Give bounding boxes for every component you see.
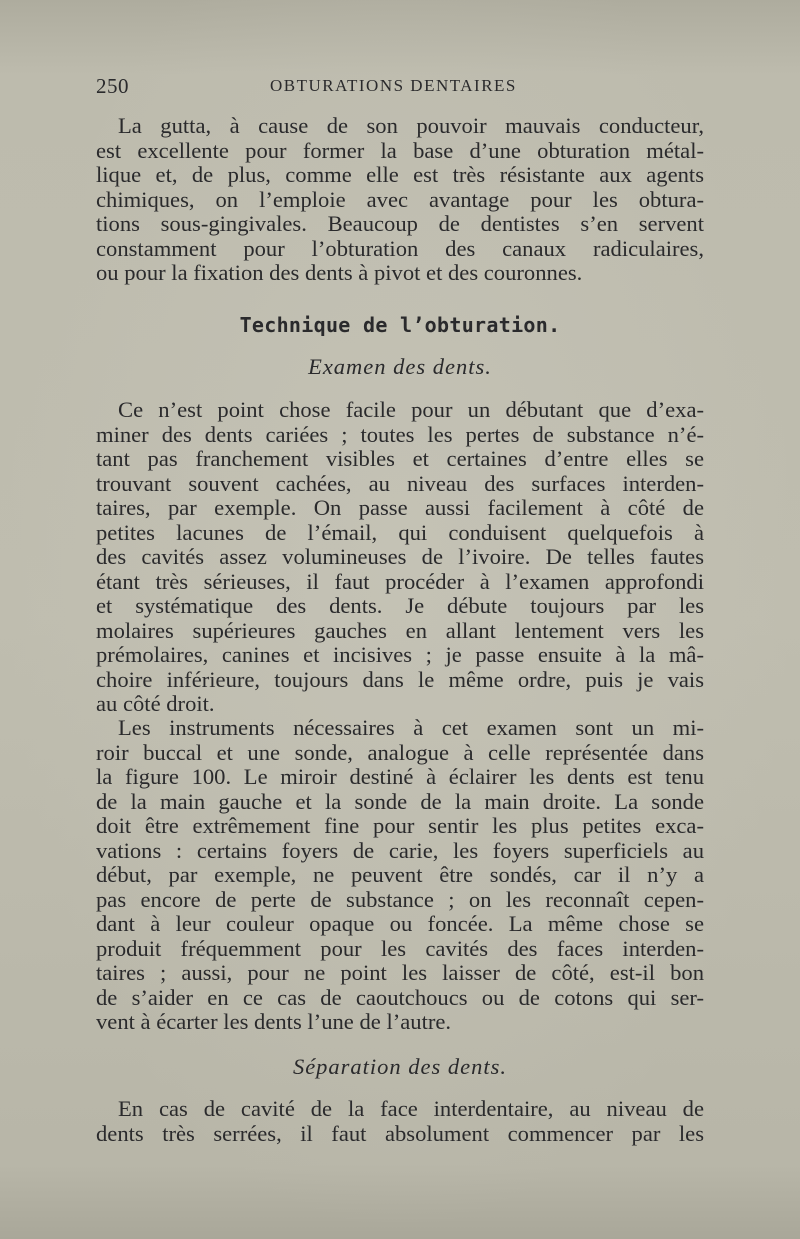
- text-line: prémolaires, canines et incisives ; je passe ensuite à la mâ-: [96, 642, 704, 667]
- text-line: miner des dents cariées ; toutes les pertes de substance n’é-: [96, 421, 704, 447]
- text-line: constamment pour l’obturation des canaux radiculaires,: [96, 235, 704, 261]
- text-line: étant très sérieuses, il faut procéder à l’examen approfondi: [96, 568, 704, 594]
- text-line: ou pour la fixation des dents à pivot et des couronnes.: [96, 260, 583, 285]
- text-line: vent à écarter les dents l’une de l’autre.: [96, 1009, 452, 1034]
- paragraph-3: [96, 716, 704, 1035]
- text-line: produit fréquemment pour les cavités des faces interden-: [96, 935, 704, 961]
- text-line: est excellente pour former la base d’une obturation métal-: [96, 137, 704, 163]
- text-line: tant pas franchement visibles et certaines d’entre elles se: [96, 446, 704, 471]
- text-line: Ce n’est point chose facile pour un débutant que d’exa-: [118, 397, 704, 422]
- text-line: trouvant souvent cachées, au niveau des surfaces interden-: [96, 470, 704, 496]
- section-title: Technique de l’obturation.: [239, 313, 561, 337]
- text-line: et systématique des dents. Je débute toujours par les: [96, 593, 704, 618]
- paragraph-4: [96, 1097, 704, 1146]
- text-line: pas encore de perte de substance ; on les reconnaît cepen-: [96, 886, 704, 912]
- text-line: de s’aider en ce cas de caoutchoucs ou de cotons qui ser-: [96, 984, 704, 1010]
- text-line: début, par exemple, ne peuvent être sondés, car il n’y a: [96, 862, 704, 887]
- text-line: Les instruments nécessaires à cet examen sont un mi-: [118, 715, 704, 740]
- page-header: [96, 74, 700, 100]
- page-number: 250: [96, 74, 129, 98]
- text-line: taires ; aussi, pour ne point les laisser de côté, est-il bon: [96, 960, 704, 985]
- text-line: En cas de cavité de la face interdentaire, au niveau de: [118, 1096, 704, 1121]
- text-line: La gutta, à cause de son pouvoir mauvais conducteur,: [118, 113, 704, 138]
- text-line: molaires supérieures gauches en allant lentement vers les: [96, 617, 704, 643]
- running-head: OBTURATIONS DENTAIRES: [270, 76, 517, 95]
- text-line: taires, par exemple. On passe aussi facilement à côté de: [96, 495, 704, 520]
- text-line: au côté droit.: [96, 691, 215, 716]
- text-line: doit être extrêmement fine pour sentir les plus petites exca-: [96, 813, 704, 838]
- paragraph-1: [96, 114, 704, 286]
- paragraph-2: [96, 398, 704, 717]
- text-line: des cavités assez volumineuses de l’ivoire. De telles fautes: [96, 544, 704, 569]
- text-line: vations : certains foyers de carie, les foyers superficiels au: [96, 837, 704, 863]
- text-line: lique et, de plus, comme elle est très résistante aux agents: [96, 162, 704, 187]
- text-line: la figure 100. Le miroir destiné à éclairer les dents est tenu: [96, 764, 704, 789]
- text-line: dents très serrées, il faut absolument commencer par les: [96, 1120, 704, 1146]
- text-line: petites lacunes de l’émail, qui conduisent quelquefois à: [96, 519, 704, 545]
- text-line: choire inférieure, toujours dans le même ordre, puis je vais: [96, 666, 704, 692]
- text-line: dant à leur couleur opaque ou foncée. La même chose se: [96, 911, 704, 936]
- subsection-title-examen: Examen des dents.: [308, 354, 492, 379]
- text-line: roir buccal et une sonde, analogue à celle représentée dans: [96, 739, 704, 765]
- subsection-title-separation: Séparation des dents.: [292, 1054, 508, 1079]
- text-line: de la main gauche et la sonde de la main droite. La sonde: [96, 788, 704, 814]
- text-line: tions sous-gingivales. Beaucoup de dentistes s’en servent: [96, 211, 704, 236]
- text-line: chimiques, on l’emploie avec avantage pour les obtura-: [96, 186, 704, 212]
